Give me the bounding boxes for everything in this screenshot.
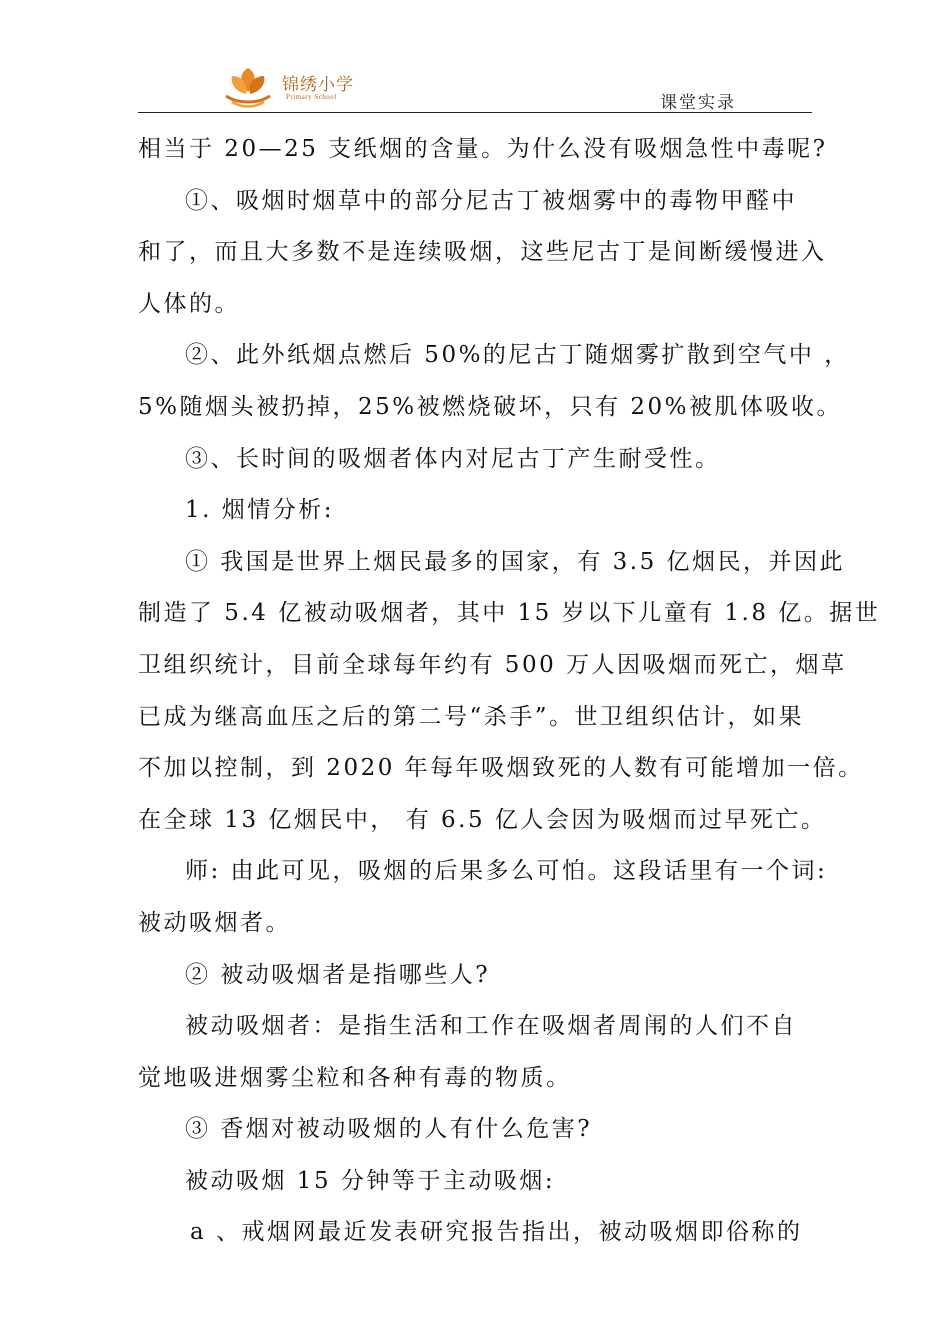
text-line: 被动吸烟者：是指生活和工作在吸烟者周闱的人们不自 (185, 1013, 797, 1040)
document-type-label: 课堂实录 (660, 93, 736, 113)
header-divider (138, 112, 812, 113)
text-line: 1. 烟情分析: (185, 497, 335, 524)
text-line: a 、戒烟网最近发表研究报告指出，被动吸烟即俗称的 (190, 1219, 803, 1246)
text-line: 制造了 5.4 亿被动吸烟者，其中 15 岁以下儿童有 1.8 亿。据世 (138, 600, 881, 627)
text-line: ② 被动吸烟者是指哪些人? (185, 961, 491, 988)
text-line: 卫组织统计，目前全球每年约有 500 万人因吸烟而死亡，烟草 (138, 651, 847, 678)
text-line: 在全球 13 亿烟民中， 有 6.5 亿人会因为吸烟而过早死亡。 (138, 806, 827, 833)
text-line: 人体的。 (138, 290, 240, 317)
text-line: 相当于 20—25 支纸烟的含量。为什么没有吸烟急性中毒呢? (138, 136, 828, 162)
school-name-english: Primary School (286, 93, 337, 101)
school-name: 锦绣小学 (282, 75, 354, 95)
text-line: 被动吸烟 15 分钟等于主动吸烟: (185, 1167, 556, 1194)
school-logo-icon (222, 62, 274, 110)
text-line: 师: 由此可见，吸烟的后果多么可怕。这段话里有一个词: (185, 858, 828, 885)
text-line: 已成为继高血压之后的第二号“杀手”。世卫组织估计，如果 (138, 703, 805, 730)
text-line: ③、长时间的吸烟者体内对尼古丁产生耐受性。 (185, 445, 721, 472)
document-body (138, 124, 881, 1259)
text-line: ②、此外纸烟点燃后 50%的尼古丁随烟雾扩散到空气中 ， (185, 342, 850, 369)
page-header (138, 58, 812, 114)
text-line: ① 我国是世界上烟民最多的国家，有 3.5 亿烟民，并因此 (185, 548, 846, 575)
text-line: 5%随烟头被扔掉，25%被燃烧破坏，只有 20%被肌体吸收。 (138, 393, 843, 420)
text-line: ①、吸烟时烟草中的部分尼古丁被烟雾中的毒物甲醛中 (185, 187, 797, 214)
text-line: 觉地吸进烟雾尘粒和各种有毒的物质。 (138, 1064, 572, 1091)
text-line: 被动吸烟者。 (138, 909, 291, 936)
text-line: 不加以控制，到 2020 年每年吸烟致死的人数有可能增加一倍。 (138, 755, 864, 782)
text-line: ③ 香烟对被动吸烟的人有什么危害? (185, 1116, 593, 1143)
text-line: 和了，而且大多数不是连续吸烟，这些尼古丁是间断缓慢进入 (138, 239, 827, 266)
